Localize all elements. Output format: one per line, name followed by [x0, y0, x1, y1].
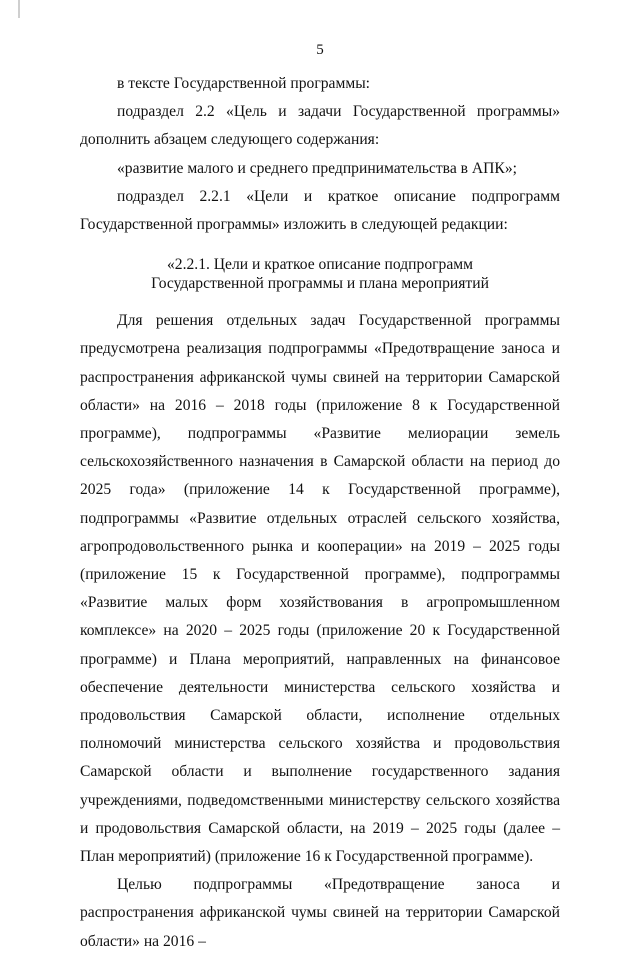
paragraph-subprograms: Для решения отдельных задач Государственной программы предусмотрена реализация подпрограммы «Предотвращение заноса и распространения африканской чумы свиней на территории Самарской области» на 2016 – 2018 годы (приложение 8 к Государственной программе), подпрограммы «Развитие мелиорации земель сельскохозяйственного назначения в Самарской области на период до 2025 года» (приложение 14 к Государственной программе), подпрограммы «Развитие отдельных отраслей сельского хозяйства, агропродовольственного рынка и кооперации» на 2019 – 2025 годы (приложение 15 к Государственной программе), подпрограммы «Развитие малых форм хозяйствования в агропромышленном комплексе» на 2020 – 2025 годы (приложение 20 к Государственной программе) и Плана мероприятий, направленных на финансовое обеспечение деятельности министерства сельского хозяйства и продовольствия Самарской области, исполнение отдельных полномочий министерства сельского хозяйства и продовольствия Самарской области и выполнение государственного задания учреждениями, подведомственными министерству сельского хозяйства и продовольствия Самарской области, на 2019 – 2025 годы (далее – План мероприятий) (приложение 16 к Государственной программе). [80, 312, 560, 866]
paragraph-subsection-2-2: подраздел 2.2 «Цель и задачи Государственной программы» дополнить абзацем следующего содержания: [80, 103, 560, 149]
document-body [80, 70, 560, 956]
section-heading [80, 255, 560, 293]
paragraph-subsection-2-2-1: подраздел 2.2.1 «Цели и краткое описание подпрограмм Государственной программы» изложить в следующей редакции: [80, 187, 560, 234]
paragraph-intro: в тексте Государственной программы: [117, 75, 371, 92]
paragraph-quote-entrepreneurship: «развитие малого и среднего предпринимательства в АПК»; [117, 159, 517, 177]
scan-artifact [18, 0, 20, 18]
paragraph-goal: Целью подпрограммы «Предотвращение заноса и распространения африканской чумы свиней на территории Самарской области» на 2016 – [80, 876, 560, 950]
section-heading-line-2: Государственной программы и плана мероприятий [151, 275, 489, 293]
section-heading-line-1: «2.2.1. Цели и краткое описание подпрограмм [167, 256, 473, 274]
page-number: 5 [316, 42, 324, 58]
